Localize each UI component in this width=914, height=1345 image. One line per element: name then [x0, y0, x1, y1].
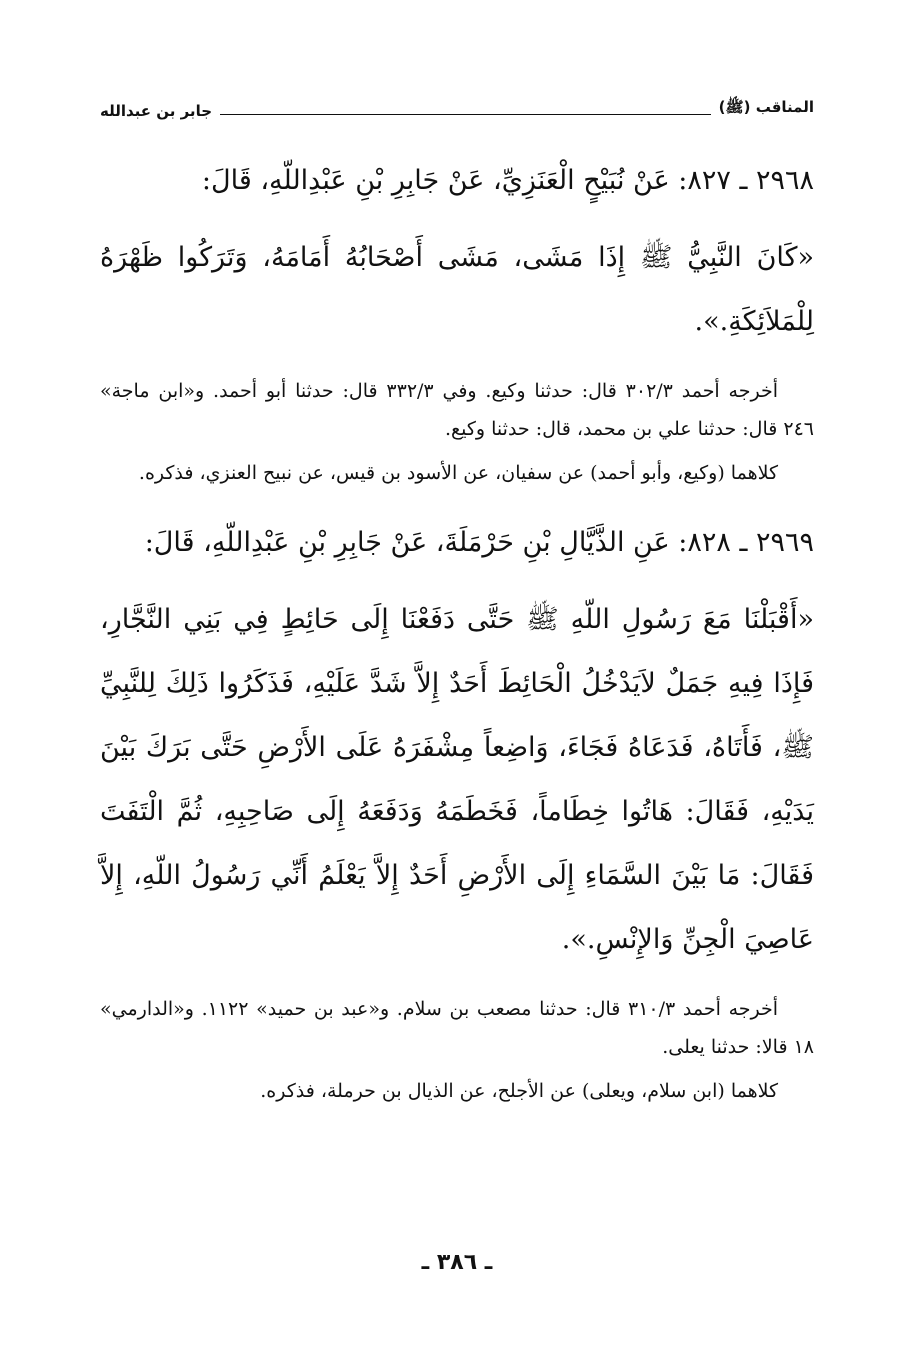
takhrij-notes — [100, 372, 814, 492]
page-number: ـ ٣٨٦ ـ — [421, 1250, 493, 1275]
takhrij-paragraph: أخرجه أحمد ٣٠٢/٣ قال: حدثنا وكيع. وفي ٣٣٢/٣ قال: حدثنا أبو أحمد. و«ابن ماجة» ٢٤٦ قال: حدثنا علي بن محمد، قال: حدثنا وكيع. — [100, 380, 814, 440]
page-content — [100, 150, 814, 1116]
takhrij-paragraph: أخرجه أحمد ٣١٠/٣ قال: حدثنا مصعب بن سلام. و«عبد بن حميد» ١١٢٢. و«الدارمي» ١٨ قالا: حدثنا يعلى. — [100, 998, 814, 1058]
hadith-heading: ٢٩٦٨ ـ ٨٢٧: عَنْ نُبَيْحٍ الْعَنَزِيِّ، عَنْ جَابِرِ بْنِ عَبْدِاللّهِ، قَالَ: — [201, 165, 814, 196]
running-header — [100, 92, 814, 120]
hadith-text: «كَانَ النَّبِيُّ ﷺ إِذَا مَشَى، مَشَى أَصْحَابُهُ أَمَامَهُ، وَتَرَكُوا ظَهْرَهُ لِلْمَلاَئِكَةِ.». — [100, 242, 814, 337]
header-chapter: المناقب (ﷺ) — [718, 98, 814, 116]
hadith-heading: ٢٩٦٩ ـ ٨٢٨: عَنِ الذَّيَّالِ بْنِ حَرْمَلَةَ، عَنْ جَابِرِ بْنِ عَبْدِاللّهِ، قَالَ: — [144, 527, 814, 558]
hadith-block — [100, 512, 814, 1110]
takhrij-notes — [100, 990, 814, 1110]
hadith-text: «أَقْبَلْنَا مَعَ رَسُولِ اللّهِ ﷺ حَتَّى دَفَعْنَا إِلَى حَائِطٍ فِي بَنِي النَّجَّارِ، فَإِذَا فِيهِ جَمَلٌ لاَيَدْخُلُ الْحَائِطَ أَحَدٌ إِلاَّ شَدَّ عَلَيْهِ، فَذَكَرُوا ذَلِكَ لِلنَّبِيِّ ﷺ، فَأَتَاهُ، فَدَعَاهُ فَجَاءَ، وَاضِعاً مِشْفَرَهُ عَلَى الأَرْضِ حَتَّى بَرَكَ بَيْنَ يَدَيْهِ، فَقَالَ: هَاتُوا خِطَاماً، فَخَطَمَهُ وَدَفَعَهُ إِلَى صَاحِبِهِ، ثُمَّ الْتَفَتَ فَقَالَ: مَا بَيْنَ السَّمَاءِ إِلَى الأَرْضِ أَحَدٌ إِلاَّ يَعْلَمُ أَنِّي رَسُولُ اللّهِ، إِلاَّ عَاصِيَ الْجِنِّ وَالإِنْسِ.». — [100, 604, 814, 955]
header-section: جابر بن عبدالله — [100, 102, 213, 120]
header-rule — [220, 114, 711, 115]
takhrij-paragraph: كلاهما (وكيع، وأبو أحمد) عن سفيان، عن الأسود بن قيس، عن نبيح العنزي، فذكره. — [138, 462, 778, 484]
hadith-block — [100, 150, 814, 492]
takhrij-paragraph: كلاهما (ابن سلام، ويعلى) عن الأجلح، عن الذيال بن حرملة، فذكره. — [260, 1080, 778, 1102]
